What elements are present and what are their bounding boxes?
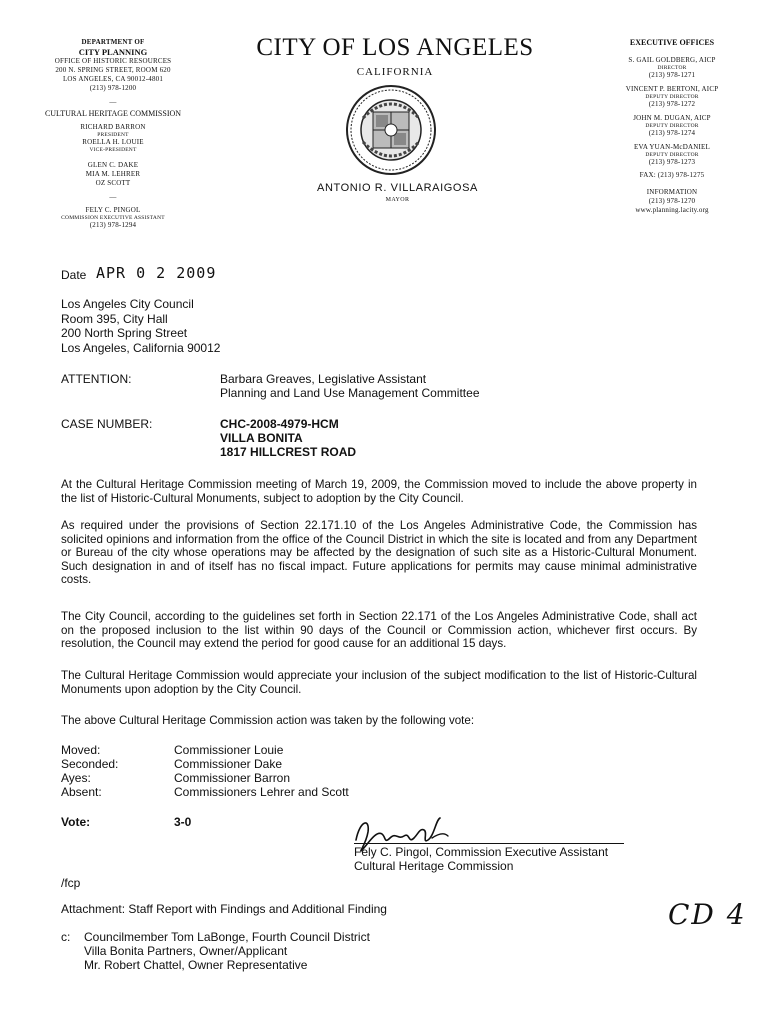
handwritten-note: CD 4	[668, 898, 747, 931]
office-phone: (213) 978-1200	[89, 84, 137, 92]
vote-label: Moved:	[61, 743, 101, 757]
assistant-name: FELY C. PINGOL	[85, 206, 141, 214]
paragraph: The City Council, according to the guidelines set forth in Section 22.171 of the Los Angeles Administrative Code, shall act on the proposed inclusion to the list within 90 days of the Council or Commission action, whichever first occurs. By resolution, the Council may extend the period for good cause for an additional 15 days.	[61, 610, 697, 651]
member-name: GLEN C. DAKE	[87, 161, 139, 169]
vote-value: 3-0	[174, 815, 192, 829]
city-seal	[345, 84, 437, 176]
staff-name: S. GAIL GOLDBERG, AICP	[628, 56, 716, 64]
letterhead-right	[592, 38, 752, 215]
vote-label: Seconded:	[61, 757, 119, 771]
vote-label: Ayes:	[61, 771, 91, 785]
date-stamp: APR 0 2 2009	[96, 264, 217, 282]
paragraph: At the Cultural Heritage Commission meeting of March 19, 2009, the Commission moved to include the above property in the list of Historic-Cultural Monuments, subject to adoption by the City Council.	[61, 478, 697, 505]
vp-name: ROELLA H. LOUIE	[82, 138, 144, 146]
vote-value: Commissioner Louie	[174, 743, 284, 757]
staff-title: DEPUTY DIRECTOR	[645, 94, 699, 100]
recipient-line: Los Angeles City Council	[61, 297, 194, 311]
attention-line: Planning and Land Use Management Committee	[220, 386, 480, 400]
case-number: CHC-2008-4979-HCM	[220, 417, 339, 431]
cc-recipient: Villa Bonita Partners, Owner/Applicant	[84, 944, 288, 958]
member-name: OZ SCOTT	[95, 179, 131, 187]
mayor-title: MAYOR	[385, 197, 410, 203]
paragraph: The Cultural Heritage Commission would appreciate your inclusion of the subject modification to the list of Historic-Cultural Monuments upon adoption by the City Council.	[61, 669, 697, 696]
attention-label: ATTENTION:	[61, 372, 132, 386]
dash-divider: —	[109, 193, 117, 201]
vote-value: Commissioner Dake	[174, 757, 283, 771]
vote-value: Commissioner Barron	[174, 771, 291, 785]
paragraph: As required under the provisions of Section 22.171.10 of the Los Angeles Administrative Code, the Commission has solicited opinions and information from the office of the Council District in which the site is located and from any Department or Bureau of the city whose operations may be affected by the designation of such site as a Historic-Cultural Monument. Such designation in and of itself has no fiscal impact. Future applications for permits may cause minimal administrative costs.	[61, 519, 697, 587]
office-name: OFFICE OF HISTORIC RESOURCES	[54, 57, 172, 65]
vote-label: Vote:	[61, 815, 91, 829]
state-name: CALIFORNIA	[356, 66, 434, 78]
assistant-title: COMMISSION EXECUTIVE ASSISTANT	[61, 215, 165, 221]
letterhead-left	[18, 38, 208, 230]
case-label: CASE NUMBER:	[61, 417, 153, 431]
staff-title: DEPUTY DIRECTOR	[645, 123, 699, 129]
staff-name: EVA YUAN-McDANIEL	[634, 143, 710, 151]
attachment-note: Attachment: Staff Report with Findings and Additional Finding	[61, 902, 387, 916]
cc-recipient: Mr. Robert Chattel, Owner Representative	[84, 958, 308, 972]
executive-offices-heading: EXECUTIVE OFFICES	[629, 38, 715, 47]
recipient-line: 200 North Spring Street	[61, 326, 188, 340]
typist-initials: /fcp	[61, 876, 81, 890]
staff-phone: (213) 978-1273	[648, 158, 696, 166]
cc-recipient: Councilmember Tom LaBonge, Fourth Council District	[84, 930, 370, 944]
assistant-phone: (213) 978-1294	[89, 221, 137, 229]
mayor-name: ANTONIO R. VILLARAIGOSA	[317, 182, 478, 194]
case-address: 1817 HILLCREST ROAD	[220, 445, 357, 459]
member-name: MIA M. LEHRER	[85, 170, 141, 178]
dash-divider: —	[109, 98, 117, 106]
president-name: RICHARD BARRON	[80, 123, 146, 131]
vote-value: Commissioners Lehrer and Scott	[174, 785, 349, 799]
signature-name: Fely C. Pingol, Commission Executive Assistant	[354, 845, 609, 859]
case-name: VILLA BONITA	[220, 431, 303, 445]
signature-rule	[354, 843, 624, 844]
paragraph: The above Cultural Heritage Commission action was taken by the following vote:	[61, 714, 475, 727]
president-title: PRESIDENT	[97, 132, 129, 138]
recipient-address	[61, 297, 220, 355]
vote-label: Absent:	[61, 785, 102, 799]
office-address2: LOS ANGELES, CA 90012-4801	[62, 75, 164, 83]
staff-title: DIRECTOR	[657, 65, 687, 71]
office-address1: 200 N. SPRING STREET, ROOM 620	[55, 66, 171, 74]
vp-title: VICE-PRESIDENT	[89, 147, 137, 153]
city-title: CITY OF LOS ANGELES	[256, 34, 534, 61]
staff-phone: (213) 978-1272	[648, 100, 696, 108]
staff-phone: (213) 978-1274	[648, 129, 696, 137]
attention-line: Barbara Greaves, Legislative Assistant	[220, 372, 427, 386]
cc-label: c:	[61, 930, 71, 944]
department-line1: DEPARTMENT OF	[81, 38, 145, 46]
info-label: INFORMATION	[646, 188, 698, 196]
commission-name: CULTURAL HERITAGE COMMISSION	[44, 109, 182, 118]
recipient-line: Room 395, City Hall	[61, 311, 168, 326]
website: www.planning.lacity.org	[635, 206, 709, 214]
staff-phone: (213) 978-1271	[648, 71, 696, 79]
fax-number: FAX: (213) 978-1275	[639, 171, 705, 179]
seal-icon	[345, 84, 437, 176]
staff-title: DEPUTY DIRECTOR	[645, 152, 699, 158]
info-phone: (213) 978-1270	[648, 197, 696, 205]
recipient-line: Los Angeles, California 90012	[61, 340, 221, 355]
date-label: Date	[61, 268, 87, 282]
department-line2: CITY PLANNING	[78, 47, 148, 57]
staff-name: JOHN M. DUGAN, AICP	[633, 114, 711, 122]
staff-name: VINCENT P. BERTONI, AICP	[625, 85, 719, 93]
signature-org: Cultural Heritage Commission	[354, 859, 514, 873]
